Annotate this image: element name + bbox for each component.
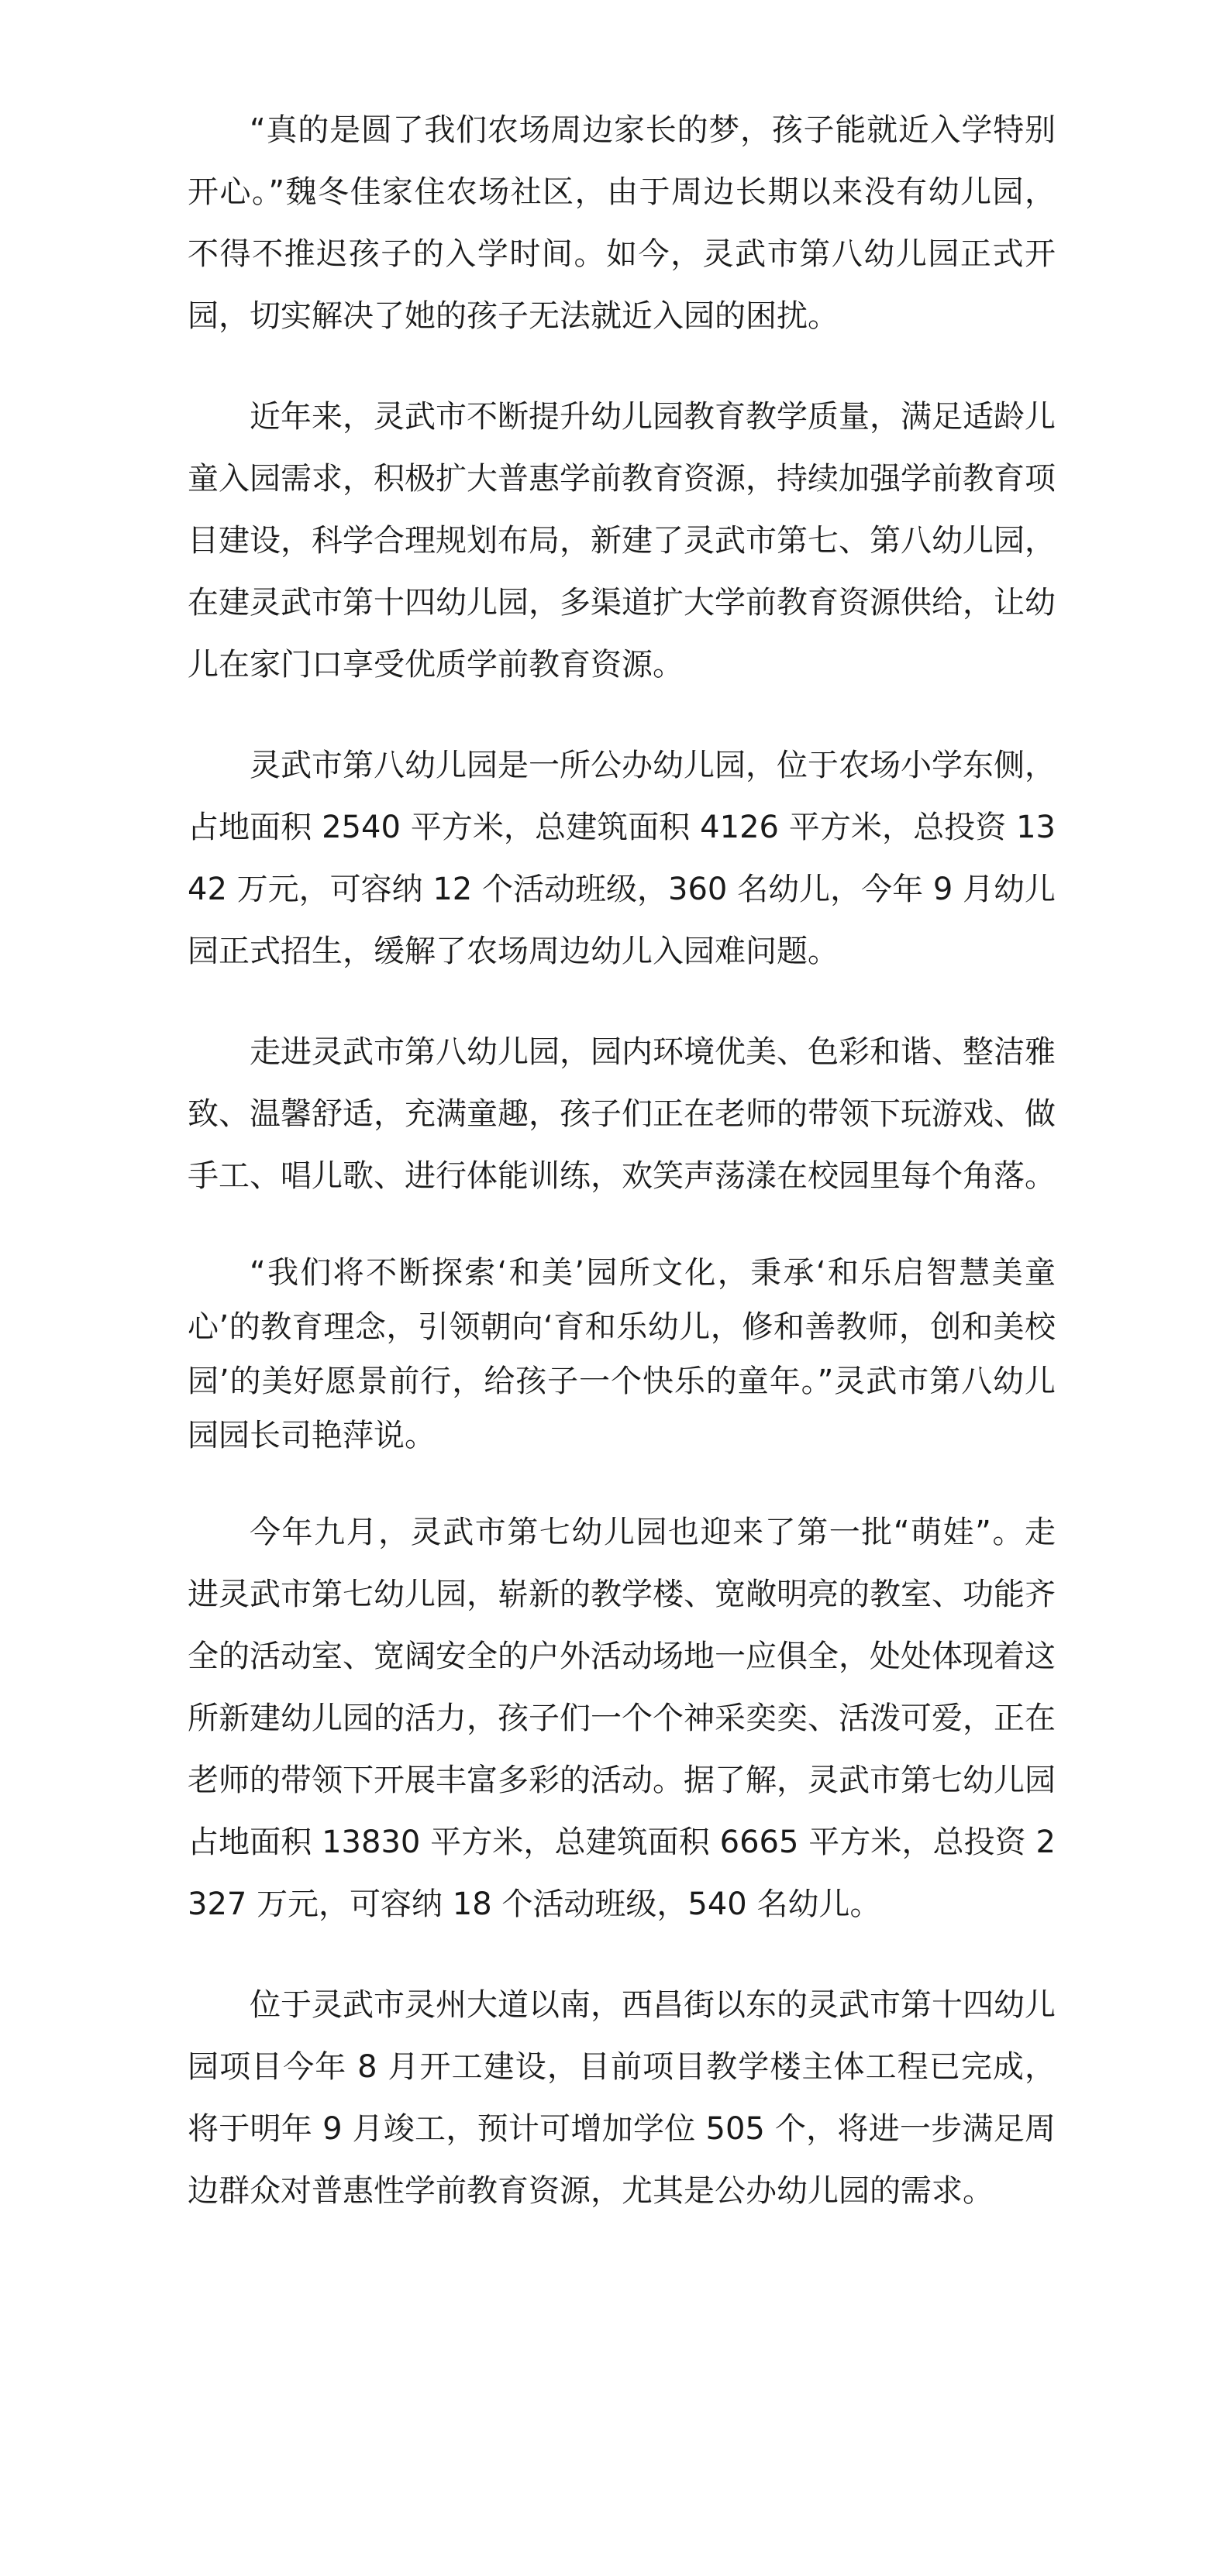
paragraph-4: 走进灵武市第八幼儿园，园内环境优美、色彩和谐、整洁雅致、温馨舒适，充满童趣，孩子们正在老师的带领下玩游戏、做手工、唱儿歌、进行体能训练，欢笑声荡漾在校园里每个角落。 (188, 1034, 1056, 1194)
paragraph-1: “真的是圆了我们农场周边家长的梦，孩子能就近入学特别开心。”魏冬佳家住农场社区，由于周边长期以来没有幼儿园，不得不推迟孩子的入学时间。如今，灵武市第八幼儿园正式开园，切实解决了她的孩子无法就近入园的困扰。 (188, 112, 1056, 334)
paragraph-6: 今年九月，灵武市第七幼儿园也迎来了第一批“萌娃”。走进灵武市第七幼儿园，崭新的教学楼、宽敞明亮的教室、功能齐全的活动室、宽阔安全的户外活动场地一应俱全，处处体现着这所新建幼儿园的活力，孩子们一个个神采奕奕、活泼可爱，正在老师的带领下开展丰富多彩的活动。据了解，灵武市第七幼儿园占地面积 13830 平方米，总建筑面积 6665 平方米，总投资 2327 万元，可容纳 18 个活动班级，540 名幼儿。 (188, 1515, 1056, 1922)
paragraph-7: 位于灵武市灵州大道以南，西昌街以东的灵武市第十四幼儿园项目今年 8 月开工建设，目前项目教学楼主体工程已完成，将于明年 9 月竣工，预计可增加学位 505 个，将进一步满足周边群众对普惠性学前教育资源，尤其是公办幼儿园的需求。 (188, 1987, 1056, 2209)
article-body (188, 99, 1056, 2261)
paragraph-3: 灵武市第八幼儿园是一所公办幼儿园，位于农场小学东侧，占地面积 2540 平方米，总建筑面积 4126 平方米，总投资 1342 万元，可容纳 12 个活动班级，360 名幼儿，今年 9 月幼儿园正式招生，缓解了农场周边幼儿入园难问题。 (188, 748, 1056, 969)
paragraph-2: 近年来，灵武市不断提升幼儿园教育教学质量，满足适龄儿童入园需求，积极扩大普惠学前教育资源，持续加强学前教育项目建设，科学合理规划布局，新建了灵武市第七、第八幼儿园，在建灵武市第十四幼儿园，多渠道扩大学前教育资源供给，让幼儿在家门口享受优质学前教育资源。 (188, 399, 1056, 683)
paragraph-5: “我们将不断探索‘和美’园所文化，秉承‘和乐启智慧美童心’的教育理念，引领朝向‘育和乐幼儿，修和善教师，创和美校园’的美好愿景前行，给孩子一个快乐的童年。”灵武市第八幼儿园园长司艳萍说。 (188, 1255, 1056, 1453)
